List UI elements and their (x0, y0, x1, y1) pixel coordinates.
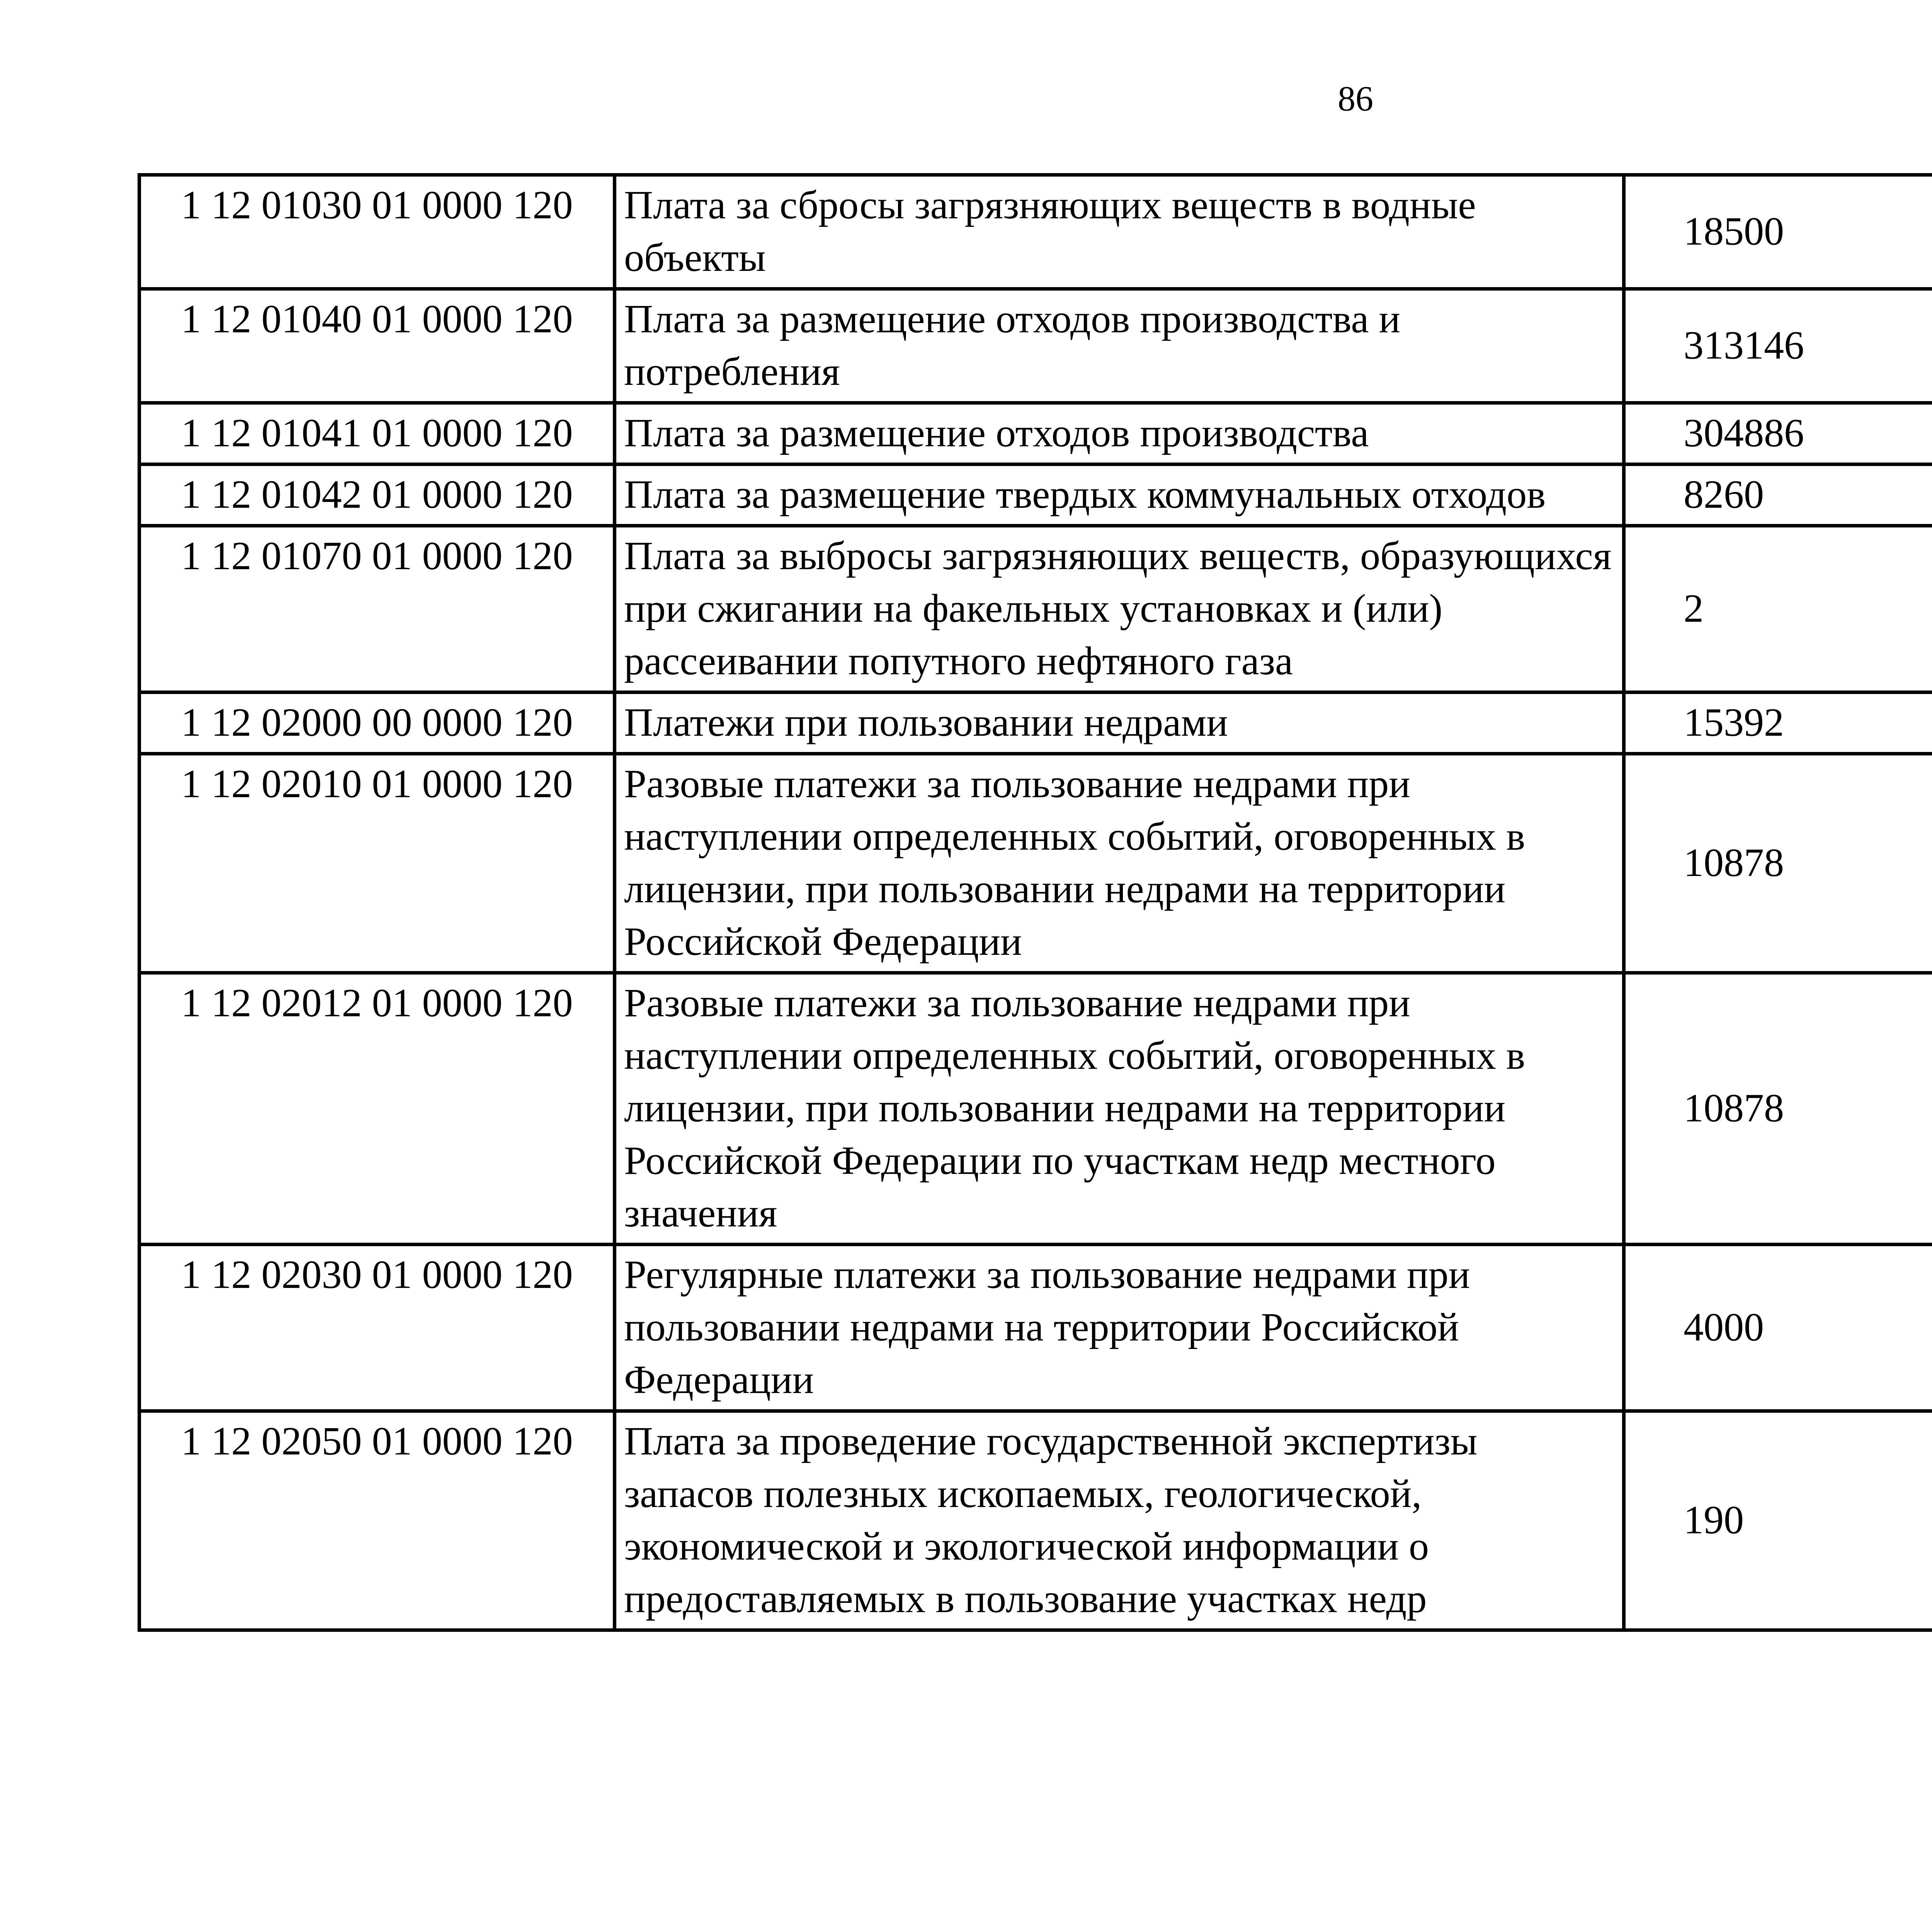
amount-col-1: 190 (1624, 1411, 1932, 1630)
budget-code: 1 12 02000 00 0000 120 (139, 692, 615, 754)
table-row (139, 1245, 1932, 1411)
budget-code: 1 12 02050 01 0000 120 (139, 1411, 615, 1630)
budget-code: 1 12 01030 01 0000 120 (139, 175, 615, 289)
revenue-name: Плата за выбросы загрязняющих веществ, образующихся при сжигании на факельных установках и (или) рассеивании попутного нефтяного газа (615, 526, 1624, 692)
amount-col-1: 2 (1624, 526, 1932, 692)
revenue-name: Разовые платежи за пользование недрами при наступлении определенных событий, оговоренных в лицензии, при пользовании недрами на территории Российской Федерации по участкам недр местного значения (615, 973, 1624, 1245)
revenue-name: Плата за размещение отходов производства и потребления (615, 289, 1624, 403)
budget-code: 1 12 01070 01 0000 120 (139, 526, 615, 692)
budget-code: 1 12 02030 01 0000 120 (139, 1245, 615, 1411)
table-row (139, 754, 1932, 973)
amount-col-1: 10878 (1624, 754, 1932, 973)
amount-col-1: 15392 (1624, 692, 1932, 754)
table-row (139, 526, 1932, 692)
table-row (139, 1411, 1932, 1630)
amount-col-1: 313146 (1624, 289, 1932, 403)
table-row (139, 289, 1932, 403)
revenue-name: Платежи при пользовании недрами (615, 692, 1624, 754)
amount-col-1: 8260 (1624, 464, 1932, 526)
budget-code: 1 12 01040 01 0000 120 (139, 289, 615, 403)
revenue-name: Регулярные платежи за пользование недрами при пользовании недрами на территории Российской Федерации (615, 1245, 1624, 1411)
table-row (139, 464, 1932, 526)
budget-code: 1 12 02012 01 0000 120 (139, 973, 615, 1245)
amount-col-1: 304886 (1624, 403, 1932, 464)
revenue-name: Плата за проведение государственной экспертизы запасов полезных ископаемых, геологической, экономической и экологической информации о предоставляемых в пользование участках недр (615, 1411, 1624, 1630)
budget-code: 1 12 01042 01 0000 120 (139, 464, 615, 526)
revenue-name: Плата за сбросы загрязняющих веществ в водные объекты (615, 175, 1624, 289)
amount-col-1: 10878 (1624, 973, 1932, 1245)
table-row (139, 403, 1932, 464)
amount-col-1: 4000 (1624, 1245, 1932, 1411)
revenue-name: Плата за размещение отходов производства (615, 403, 1624, 464)
amount-col-1: 18500 (1624, 175, 1932, 289)
budget-code: 1 12 01041 01 0000 120 (139, 403, 615, 464)
table-row (139, 692, 1932, 754)
revenue-name: Разовые платежи за пользование недрами при наступлении определенных событий, оговоренных в лицензии, при пользовании недрами на территории Российской Федерации (615, 754, 1624, 973)
revenue-table (138, 173, 1932, 1632)
budget-code: 1 12 02010 01 0000 120 (139, 754, 615, 973)
page-number: 86 (1338, 79, 1373, 118)
table-row (139, 175, 1932, 289)
table-row (139, 973, 1932, 1245)
revenue-name: Плата за размещение твердых коммунальных отходов (615, 464, 1624, 526)
